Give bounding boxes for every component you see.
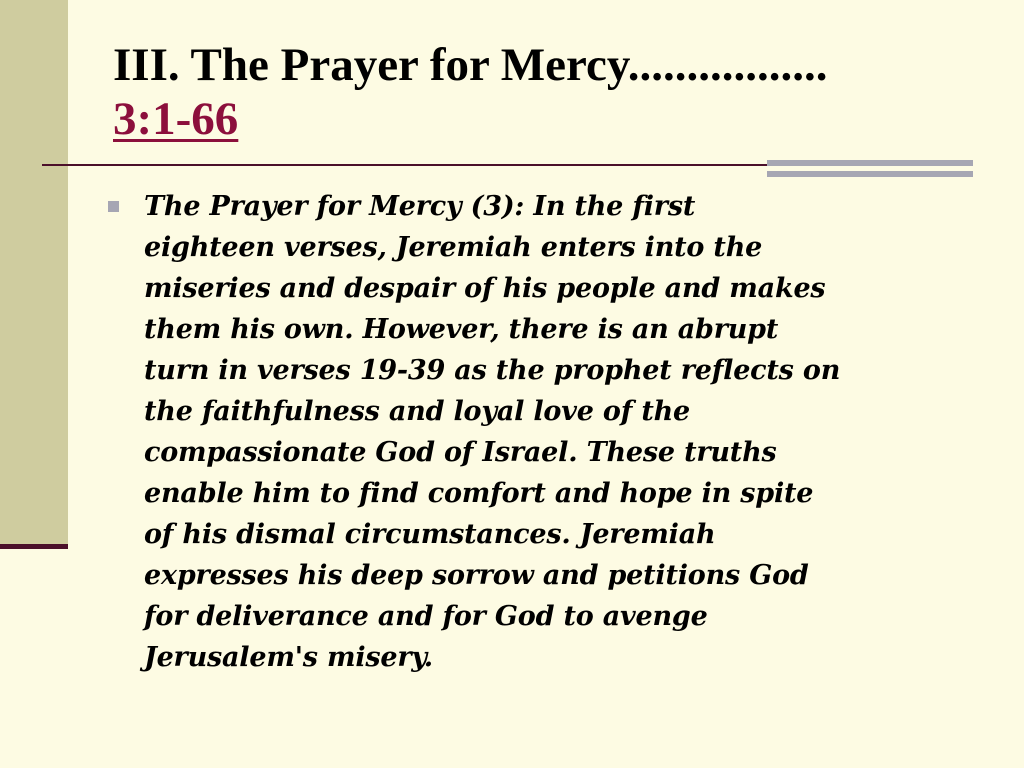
decorative-bar-top: [767, 160, 973, 166]
bullet-line: of his dismal circumstances. Jeremiah: [144, 519, 716, 550]
bullet-line: for deliverance and for God to avenge: [144, 601, 708, 632]
left-band-rule: [0, 544, 68, 549]
bullet-line: enable him to find comfort and hope in spite: [144, 478, 814, 509]
bullet-line: eighteen verses, Jeremiah enters into the: [144, 232, 763, 263]
decorative-bars: [767, 156, 973, 180]
bullet-line: turn in verses 19-39 as the prophet reflects on: [144, 355, 841, 386]
bullet-line: expresses his deep sorrow and petitions God: [144, 560, 809, 591]
title-text: III. The Prayer for Mercy.................: [113, 39, 828, 91]
bullet-line: Jerusalem's misery.: [144, 642, 433, 673]
bullet-line: The Prayer for Mercy (3): In the first: [144, 191, 696, 222]
bullet-paragraph: [144, 186, 964, 678]
bullet-line: miseries and despair of his people and makes: [144, 273, 826, 304]
slide-title: [113, 38, 993, 146]
decorative-bar-bottom: [767, 171, 973, 177]
left-decorative-band: [0, 0, 68, 548]
bullet-line: compassionate God of Israel. These truths: [144, 437, 777, 468]
title-divider: [42, 164, 772, 166]
bullet-line: them his own. However, there is an abrupt: [144, 314, 779, 345]
bullet-square-icon: [108, 201, 119, 212]
title-reference-link[interactable]: 3:1-66: [113, 93, 239, 145]
bullet-line: the faithfulness and loyal love of the: [144, 396, 691, 427]
